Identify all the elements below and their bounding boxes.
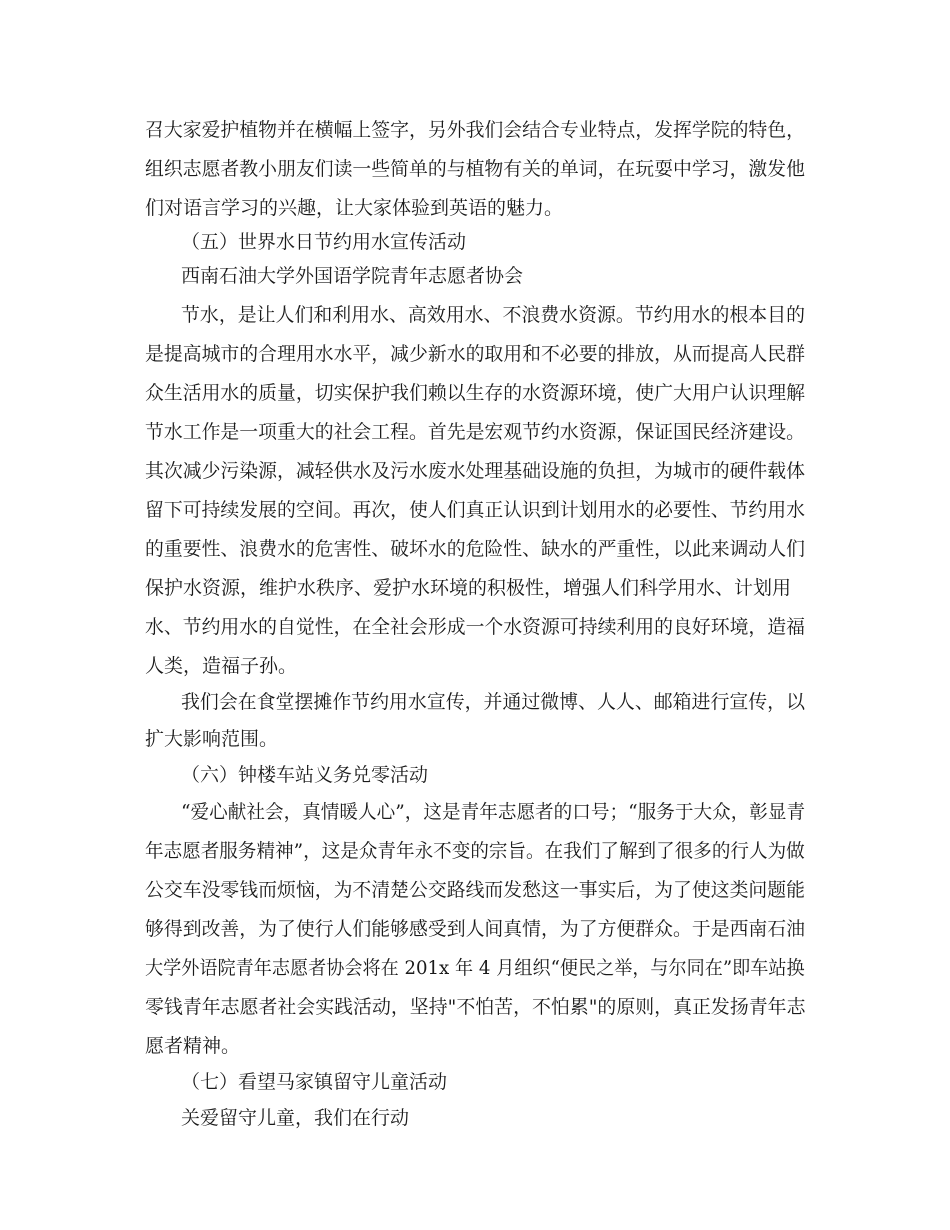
section-heading: （六）钟楼车站义务兑零活动: [181, 764, 429, 786]
text-line: 众生活用水的质量，切实保护我们赖以生存的水资源环境，使广大用户认识理解: [145, 382, 806, 404]
text-line: 关爱留守儿童，我们在行动: [181, 1107, 410, 1129]
text-line: 西南石油大学外国语学院青年志愿者协会: [181, 265, 524, 287]
text-line: 年志愿者服务精神”，这是众青年永不变的宗旨。在我们了解到了很多的行人为做: [145, 840, 805, 862]
text-line: 我们会在食堂摆摊作节约用水宣传，并通过微博、人人、邮箱进行宣传，以: [181, 691, 806, 713]
text-line: 人类，造福子孙。: [145, 655, 298, 677]
text-line: 扩大影响范围。: [145, 728, 279, 750]
text-line: 们对语言学习的兴趣，让大家体验到英语的魅力。: [145, 197, 564, 219]
text-line: 留下可持续发展的空间。再次，使人们真正认识到计划用水的必要性、节约用水: [145, 499, 806, 521]
text-line: 节水工作是一项重大的社会工程。首先是宏观节约水资源，保证国民经济建设。: [145, 421, 806, 443]
text-line: 节水，是让人们和利用水、高效用水、不浪费水资源。节约用水的根本目的: [181, 304, 806, 326]
text-line: 大学外语院青年志愿者协会将在 201x 年 4 月组织“便民之举，与尔同在”即车站换: [145, 957, 805, 979]
section-heading: （七）看望马家镇留守儿童活动: [181, 1071, 448, 1093]
text-line: 公交车没零钱而烦恼，为不清楚公交路线而发愁这一事实后，为了使这类问题能: [145, 879, 806, 901]
text-line: 召大家爱护植物并在横幅上签字，另外我们会结合专业特点，发挥学院的特色，: [145, 119, 806, 141]
text-line: 是提高城市的合理用水水平，减少新水的取用和不必要的排放，从而提高人民群: [145, 343, 806, 365]
text-line: 保护水资源，维护水秩序、爱护水环境的积极性，增强人们科学用水、计划用: [145, 577, 792, 599]
text-line: 组织志愿者教小朋友们读一些简单的与植物有关的单词，在玩耍中学习，激发他: [145, 158, 806, 180]
text-line: 愿者精神。: [145, 1035, 241, 1057]
text-line: “爱心献社会，真情暖人心”，这是青年志愿者的口号；“服务于大众，彰显青: [181, 801, 806, 823]
text-line: 零钱青年志愿者社会实践活动，坚持"不怕苦，不怕累"的原则，真正发扬青年志: [145, 996, 806, 1018]
text-line: 其次减少污染源，减轻供水及污水废水处理基础设施的负担，为城市的硬件载体: [145, 460, 806, 482]
text-line: 够得到改善，为了使行人们能够感受到人间真情，为了方便群众。于是西南石油: [145, 918, 806, 940]
section-heading: （五）世界水日节约用水宣传活动: [181, 231, 467, 253]
text-line: 的重要性、浪费水的危害性、破坏水的危险性、缺水的严重性，以此来调动人们: [145, 538, 806, 560]
text-line: 水、节约用水的自觉性，在全社会形成一个水资源可持续利用的良好环境，造福: [145, 616, 806, 638]
